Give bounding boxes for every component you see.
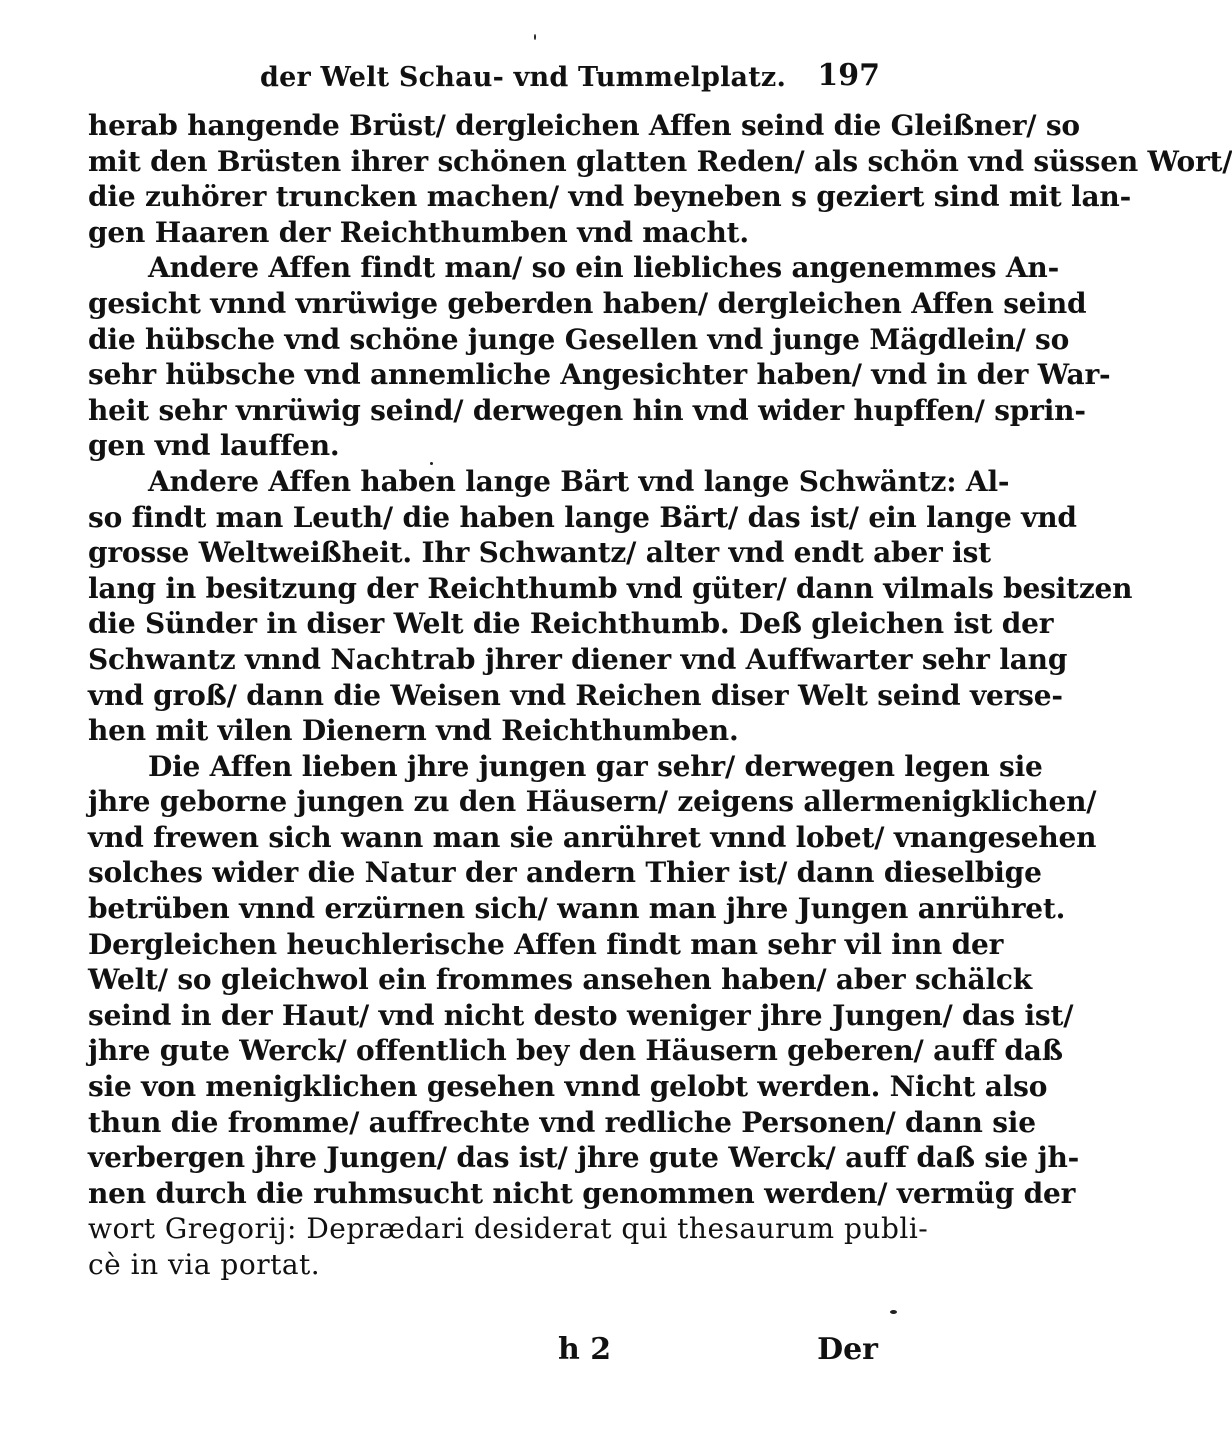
text-line: gen vnd lauffen. <box>88 429 340 463</box>
text-line: seind in der Haut/ vnd nicht desto weniger jhre Jungen/ das ist/ <box>88 998 1074 1032</box>
paragraph-start-line: Andere Affen haben lange Bärt vnd lange Schwäntz: Al- <box>148 464 1010 498</box>
text-line: herab hangende Brüst/ dergleichen Affen seind die Gleißner/ so <box>88 109 1080 142</box>
page-footer <box>88 1332 878 1376</box>
text-line: die Sünder in diser Welt die Reichthumb. Deß gleichen ist der <box>88 607 1054 641</box>
ink-speck <box>534 34 536 40</box>
text-line: sehr hübsche vnd annemliche Angesichter haben/ vnd in der War- <box>88 358 1111 392</box>
text-line: grosse Weltweißheit. Ihr Schwantz/ alter vnd endt aber ist <box>88 536 991 570</box>
text-line: solches wider die Natur der andern Thier ist/ dann dieselbige <box>88 856 1042 890</box>
running-header <box>90 58 880 98</box>
paragraph-start-line: Die Affen lieben jhre jungen gar sehr/ derwegen legen sie <box>148 749 1043 783</box>
text-line: gen Haaren der Reichthumben vnd macht. <box>88 215 749 249</box>
text-line: Schwantz vnnd Nachtrab jhrer diener vnd Auffwarter sehr lang <box>88 642 1068 676</box>
text-line: verbergen jhre Jungen/ das ist/ jhre gute Werck/ auff daß sie jh- <box>88 1141 1080 1175</box>
ink-speck <box>430 462 433 465</box>
text-line: so findt man Leuth/ die haben lange Bärt/ das ist/ ein lange vnd <box>88 500 1077 534</box>
body-text <box>88 108 1232 1283</box>
text-line: heit sehr vnrüwig seind/ derwegen hin vnd wider hupffen/ sprin- <box>88 393 1086 427</box>
paragraph-start-line: Andere Affen findt man/ so ein liebliches angenemmes An- <box>148 251 1059 285</box>
text-line: jhre geborne jungen zu den Häusern/ zeigens allermenigklichen/ <box>88 785 1097 819</box>
text-line: thun die fromme/ auffrechte vnd redliche Personen/ dann sie <box>88 1105 1036 1139</box>
signature-mark: h 2 <box>558 1332 612 1367</box>
text-line: jhre gute Werck/ offentlich bey den Häusern geberen/ auff daß <box>88 1034 1063 1068</box>
text-line: betrüben vnnd erzürnen sich/ wann man jhre Jungen anrühret. <box>88 892 1066 926</box>
text-line: lang in besitzung der Reichthumb vnd güter/ dann vilmals besitzen <box>88 571 1133 605</box>
text-line: mit den Brüsten ihrer schönen glatten Reden/ als schön vnd süssen Wort/ <box>88 144 1232 178</box>
text-line: nen durch die ruhmsucht nicht genommen werden/ vermüg der <box>88 1176 1076 1210</box>
text-line: Dergleichen heuchlerische Affen findt man sehr vil inn der <box>88 927 1004 961</box>
latin-quote-line: wort Gregorij: Deprædari desiderat qui thesaurum publi- <box>88 1212 929 1246</box>
text-line: vnd groß/ dann die Weisen vnd Reichen diser Welt seind verse- <box>88 678 1063 712</box>
text-line: vnd frewen sich wann man sie anrühret vnnd lobet/ vnangesehen <box>88 820 1097 854</box>
text-line: gesicht vnnd vnrüwige geberden haben/ dergleichen Affen seind <box>88 286 1087 320</box>
running-title: der Welt Schau- vnd Tummelplatz. <box>260 62 787 93</box>
text-line: die hübsche vnd schöne junge Gesellen vnd junge Mägdlein/ so <box>88 322 1070 356</box>
text-line: Welt/ so gleichwol ein frommes ansehen haben/ aber schälck <box>88 963 1032 997</box>
text-line: sie von menigklichen gesehen vnnd gelobt werden. Nicht also <box>88 1070 1048 1104</box>
latin-quote-line: cè in via portat. <box>88 1248 321 1281</box>
text-line: die zuhörer truncken machen/ vnd beyneben s geziert sind mit lan- <box>88 180 1131 214</box>
text-line: hen mit vilen Dienern vnd Reichthumben. <box>88 714 739 748</box>
catchword: Der <box>817 1332 878 1367</box>
page-number: 197 <box>817 58 880 93</box>
ink-speck <box>890 1310 897 1314</box>
